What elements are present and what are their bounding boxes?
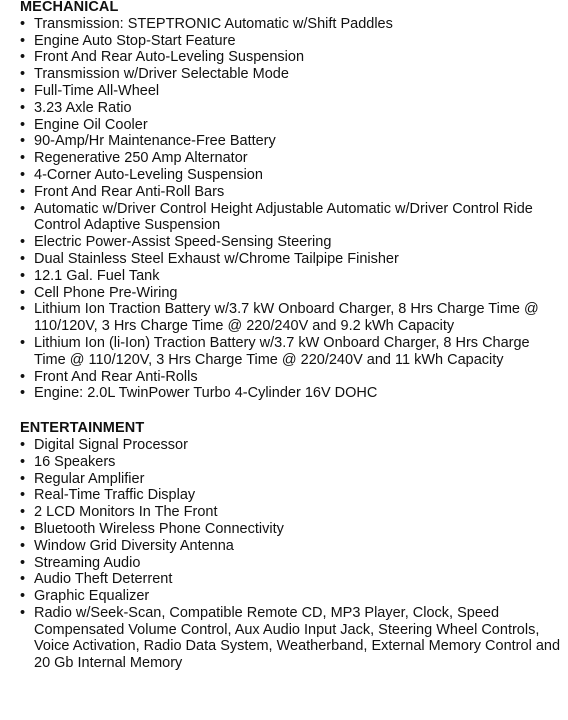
list-item	[20, 100, 564, 117]
list-item	[20, 369, 564, 386]
list-item	[20, 588, 564, 605]
list-item	[20, 150, 564, 167]
list-item-text: Transmission w/Driver Selectable Mode	[34, 66, 289, 83]
list-item-text: Window Grid Diversity Antenna	[34, 537, 234, 554]
list-item	[20, 201, 564, 235]
bullet-icon: •	[20, 504, 26, 521]
list-item	[20, 167, 564, 184]
bullet-icon: •	[20, 32, 26, 49]
list-item-text: Engine: 2.0L TwinPower Turbo 4-Cylinder 16V DOHC	[34, 385, 378, 402]
list-item-text: Audio Theft Deterrent	[34, 571, 173, 588]
list-item-text: 16 Speakers	[34, 453, 116, 470]
bullet-icon: •	[20, 301, 26, 318]
bullet-icon: •	[20, 487, 26, 504]
list-item-text: Front And Rear Anti-Rolls	[34, 368, 198, 385]
list-item	[20, 133, 564, 150]
bullet-icon: •	[20, 49, 26, 66]
mechanical-list	[20, 16, 564, 402]
bullet-icon: •	[20, 15, 26, 32]
section-heading-mechanical: MECHANICAL	[20, 0, 119, 15]
list-item	[20, 335, 564, 369]
list-item	[20, 538, 564, 555]
list-item	[20, 234, 564, 251]
list-item	[20, 555, 564, 572]
bullet-icon: •	[20, 284, 26, 301]
list-item	[20, 437, 564, 454]
list-item-text: Regenerative 250 Amp Alternator	[34, 150, 248, 167]
bullet-icon: •	[20, 267, 26, 284]
bullet-icon: •	[20, 588, 26, 605]
list-item	[20, 385, 564, 402]
bullet-icon: •	[20, 604, 26, 621]
list-item	[20, 117, 564, 134]
bullet-icon: •	[20, 470, 26, 487]
list-item-text: 4-Corner Auto-Leveling Suspension	[34, 166, 263, 183]
list-item-text: Engine Auto Stop-Start Feature	[34, 32, 236, 49]
list-item	[20, 66, 564, 83]
list-item-text: Cell Phone Pre-Wiring	[34, 284, 178, 301]
list-item-text: Real-Time Traffic Display	[34, 487, 196, 504]
bullet-icon: •	[20, 183, 26, 200]
list-item	[20, 521, 564, 538]
bullet-icon: •	[20, 116, 26, 133]
list-item	[20, 184, 564, 201]
list-item-text: Radio w/Seek-Scan, Compatible Remote CD, MP3 Player, Clock, Speed Compensated Volume Control, Aux Audio Input Jack, Steering Wheel Controls, Voice Activation, Radio Data System, Weatherband, External Memory Control and 20 Gb Internal Memory	[34, 604, 561, 672]
bullet-icon: •	[20, 66, 26, 83]
list-item-text: Digital Signal Processor	[34, 436, 188, 453]
list-item-text: 12.1 Gal. Fuel Tank	[34, 267, 160, 284]
list-item-text: Front And Rear Auto-Leveling Suspension	[34, 49, 305, 66]
bullet-icon: •	[20, 250, 26, 267]
list-item-text: Lithium Ion Traction Battery w/3.7 kW Onboard Charger, 8 Hrs Charge Time @ 110/120V, 3 Hrs Charge Time @ 220/240V and 9.2 kWh Capacity	[34, 301, 539, 335]
list-item	[20, 301, 564, 335]
bullet-icon: •	[20, 133, 26, 150]
list-item	[20, 268, 564, 285]
list-item	[20, 49, 564, 66]
bullet-icon: •	[20, 368, 26, 385]
bullet-icon: •	[20, 453, 26, 470]
bullet-icon: •	[20, 520, 26, 537]
list-item	[20, 487, 564, 504]
list-item-text: Regular Amplifier	[34, 470, 145, 487]
bullet-icon: •	[20, 571, 26, 588]
list-item-text: Front And Rear Anti-Roll Bars	[34, 183, 225, 200]
list-item	[20, 16, 564, 33]
bullet-icon: •	[20, 334, 26, 351]
bullet-icon: •	[20, 554, 26, 571]
bullet-icon: •	[20, 99, 26, 116]
list-item	[20, 33, 564, 50]
bullet-icon: •	[20, 82, 26, 99]
bullet-icon: •	[20, 200, 26, 217]
entertainment-list	[20, 437, 564, 672]
bullet-icon: •	[20, 234, 26, 251]
bullet-icon: •	[20, 537, 26, 554]
bullet-icon: •	[20, 150, 26, 167]
list-item-text: Transmission: STEPTRONIC Automatic w/Shift Paddles	[34, 15, 393, 32]
list-item-text: Graphic Equalizer	[34, 588, 150, 605]
bullet-icon: •	[20, 385, 26, 402]
section-heading-entertainment: ENTERTAINMENT	[20, 420, 145, 437]
list-item	[20, 504, 564, 521]
list-item-text: Lithium Ion (li-Ion) Traction Battery w/3.7 kW Onboard Charger, 8 Hrs Charge Time @ 110/120V, 3 Hrs Charge Time @ 220/240V and 11 kWh Capacity	[34, 334, 530, 368]
list-item	[20, 571, 564, 588]
list-item-text: Electric Power-Assist Speed-Sensing Steering	[34, 234, 332, 251]
list-item	[20, 285, 564, 302]
list-item	[20, 605, 564, 672]
list-item	[20, 83, 564, 100]
list-item	[20, 251, 564, 268]
list-item-text: Full-Time All-Wheel	[34, 82, 160, 99]
bullet-icon: •	[20, 166, 26, 183]
list-item-text: Engine Oil Cooler	[34, 116, 148, 133]
list-item-text: 3.23 Axle Ratio	[34, 99, 132, 116]
list-item-text: Bluetooth Wireless Phone Connectivity	[34, 520, 284, 537]
list-item	[20, 471, 564, 488]
list-item-text: Automatic w/Driver Control Height Adjustable Automatic w/Driver Control Ride Control Adaptive Suspension	[34, 200, 533, 234]
list-item-text: 90-Amp/Hr Maintenance-Free Battery	[34, 133, 276, 150]
list-item	[20, 454, 564, 471]
list-item-text: Dual Stainless Steel Exhaust w/Chrome Tailpipe Finisher	[34, 250, 399, 267]
list-item-text: 2 LCD Monitors In The Front	[34, 504, 218, 521]
bullet-icon: •	[20, 436, 26, 453]
list-item-text: Streaming Audio	[34, 554, 141, 571]
